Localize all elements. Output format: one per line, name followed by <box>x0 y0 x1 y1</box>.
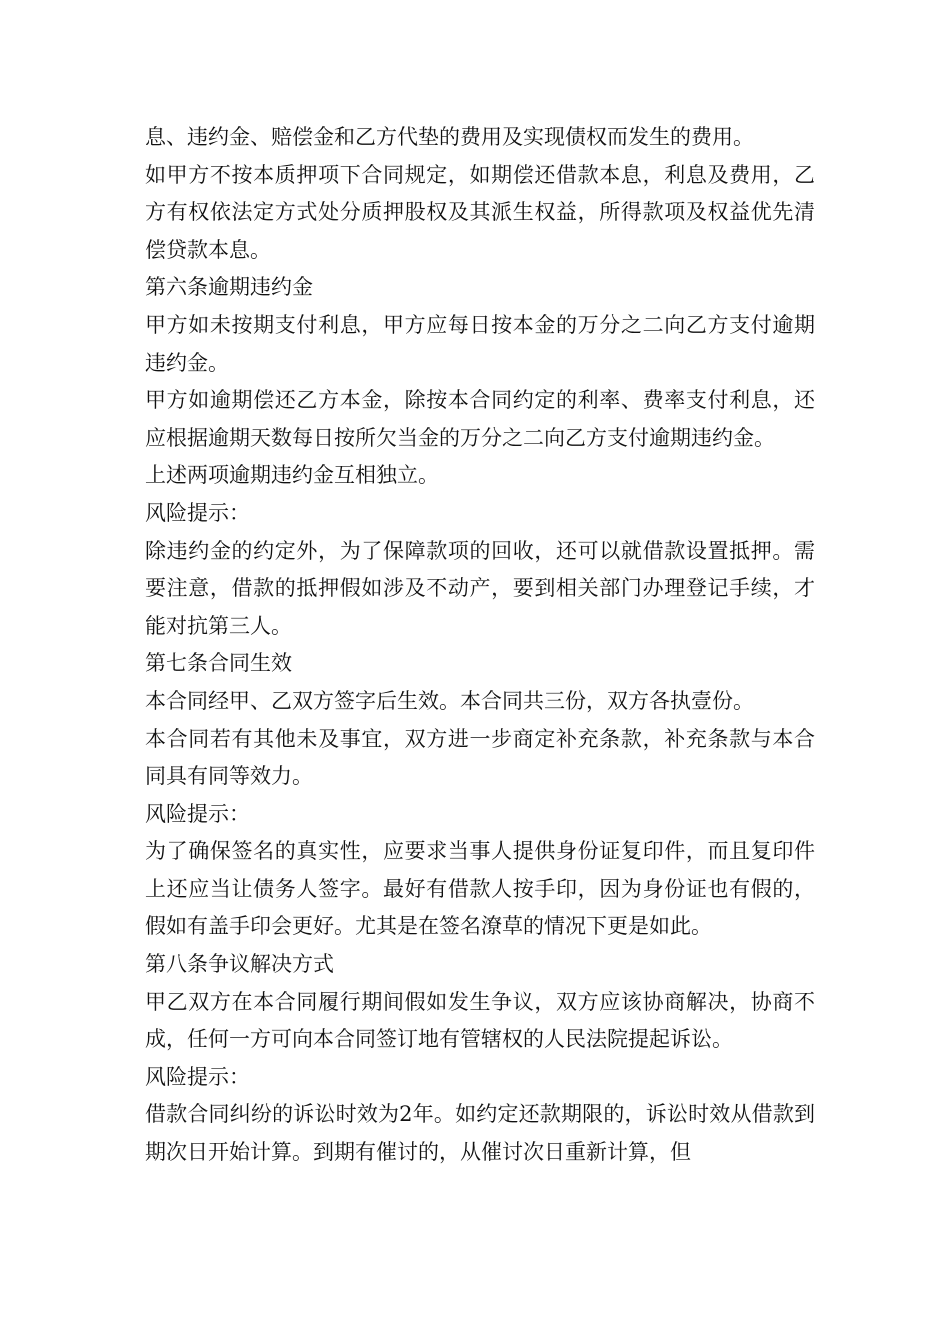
risk-note-heading: 风险提示： <box>145 500 250 525</box>
paragraph: 借款合同纠纷的诉讼时效为2年。如约定还款期限的，诉讼时效从借款到期次日开始计算。到期有催讨的，从催讨次日重新计算，但 <box>145 1102 815 1165</box>
risk-note-heading: 风险提示： <box>145 1064 250 1089</box>
section-heading: 第六条逾期违约金 <box>145 275 313 300</box>
risk-note-heading: 风险提示： <box>145 801 250 826</box>
section-heading: 第七条合同生效 <box>145 651 292 676</box>
paragraph: 除违约金的约定外，为了保障款项的回收，还可以就借款设置抵押。需要注意，借款的抵押假如涉及不动产，要到相关部门办理登记手续，才能对抗第三人。 <box>145 538 815 638</box>
section-heading: 第八条争议解决方式 <box>145 952 334 977</box>
paragraph: 上述两项逾期违约金互相独立。 <box>145 463 439 488</box>
document-body <box>145 119 815 1172</box>
paragraph: 息、违约金、赔偿金和乙方代垫的费用及实现债权而发生的费用。 <box>145 125 754 149</box>
paragraph: 甲乙双方在本合同履行期间假如发生争议，双方应该协商解决，协商不成，任何一方可向本合同签订地有管辖权的人民法院提起诉讼。 <box>145 989 815 1052</box>
paragraph: 为了确保签名的真实性，应要求当事人提供身份证复印件，而且复印件上还应当让债务人签字。最好有借款人按手印，因为身份证也有假的，假如有盖手印会更好。尤其是在签名潦草的情况下更是如此。 <box>145 839 815 939</box>
paragraph: 本合同经甲、乙双方签字后生效。本合同共三份，双方各执壹份。 <box>145 688 754 713</box>
paragraph: 甲方如逾期偿还乙方本金，除按本合同约定的利率、费率支付利息，还应根据逾期天数每日按所欠当金的万分之二向乙方支付逾期违约金。 <box>145 388 815 450</box>
paragraph: 甲方如未按期支付利息，甲方应每日按本金的万分之二向乙方支付逾期违约金。 <box>145 312 815 375</box>
paragraph: 如甲方不按本质押项下合同规定，如期偿还借款本息，利息及费用，乙方有权依法定方式处分质押股权及其派生权益，所得款项及权益优先清偿贷款本息。 <box>145 162 815 262</box>
paragraph: 本合同若有其他未及事宜，双方进一步商定补充条款，补充条款与本合同具有同等效力。 <box>145 726 815 789</box>
